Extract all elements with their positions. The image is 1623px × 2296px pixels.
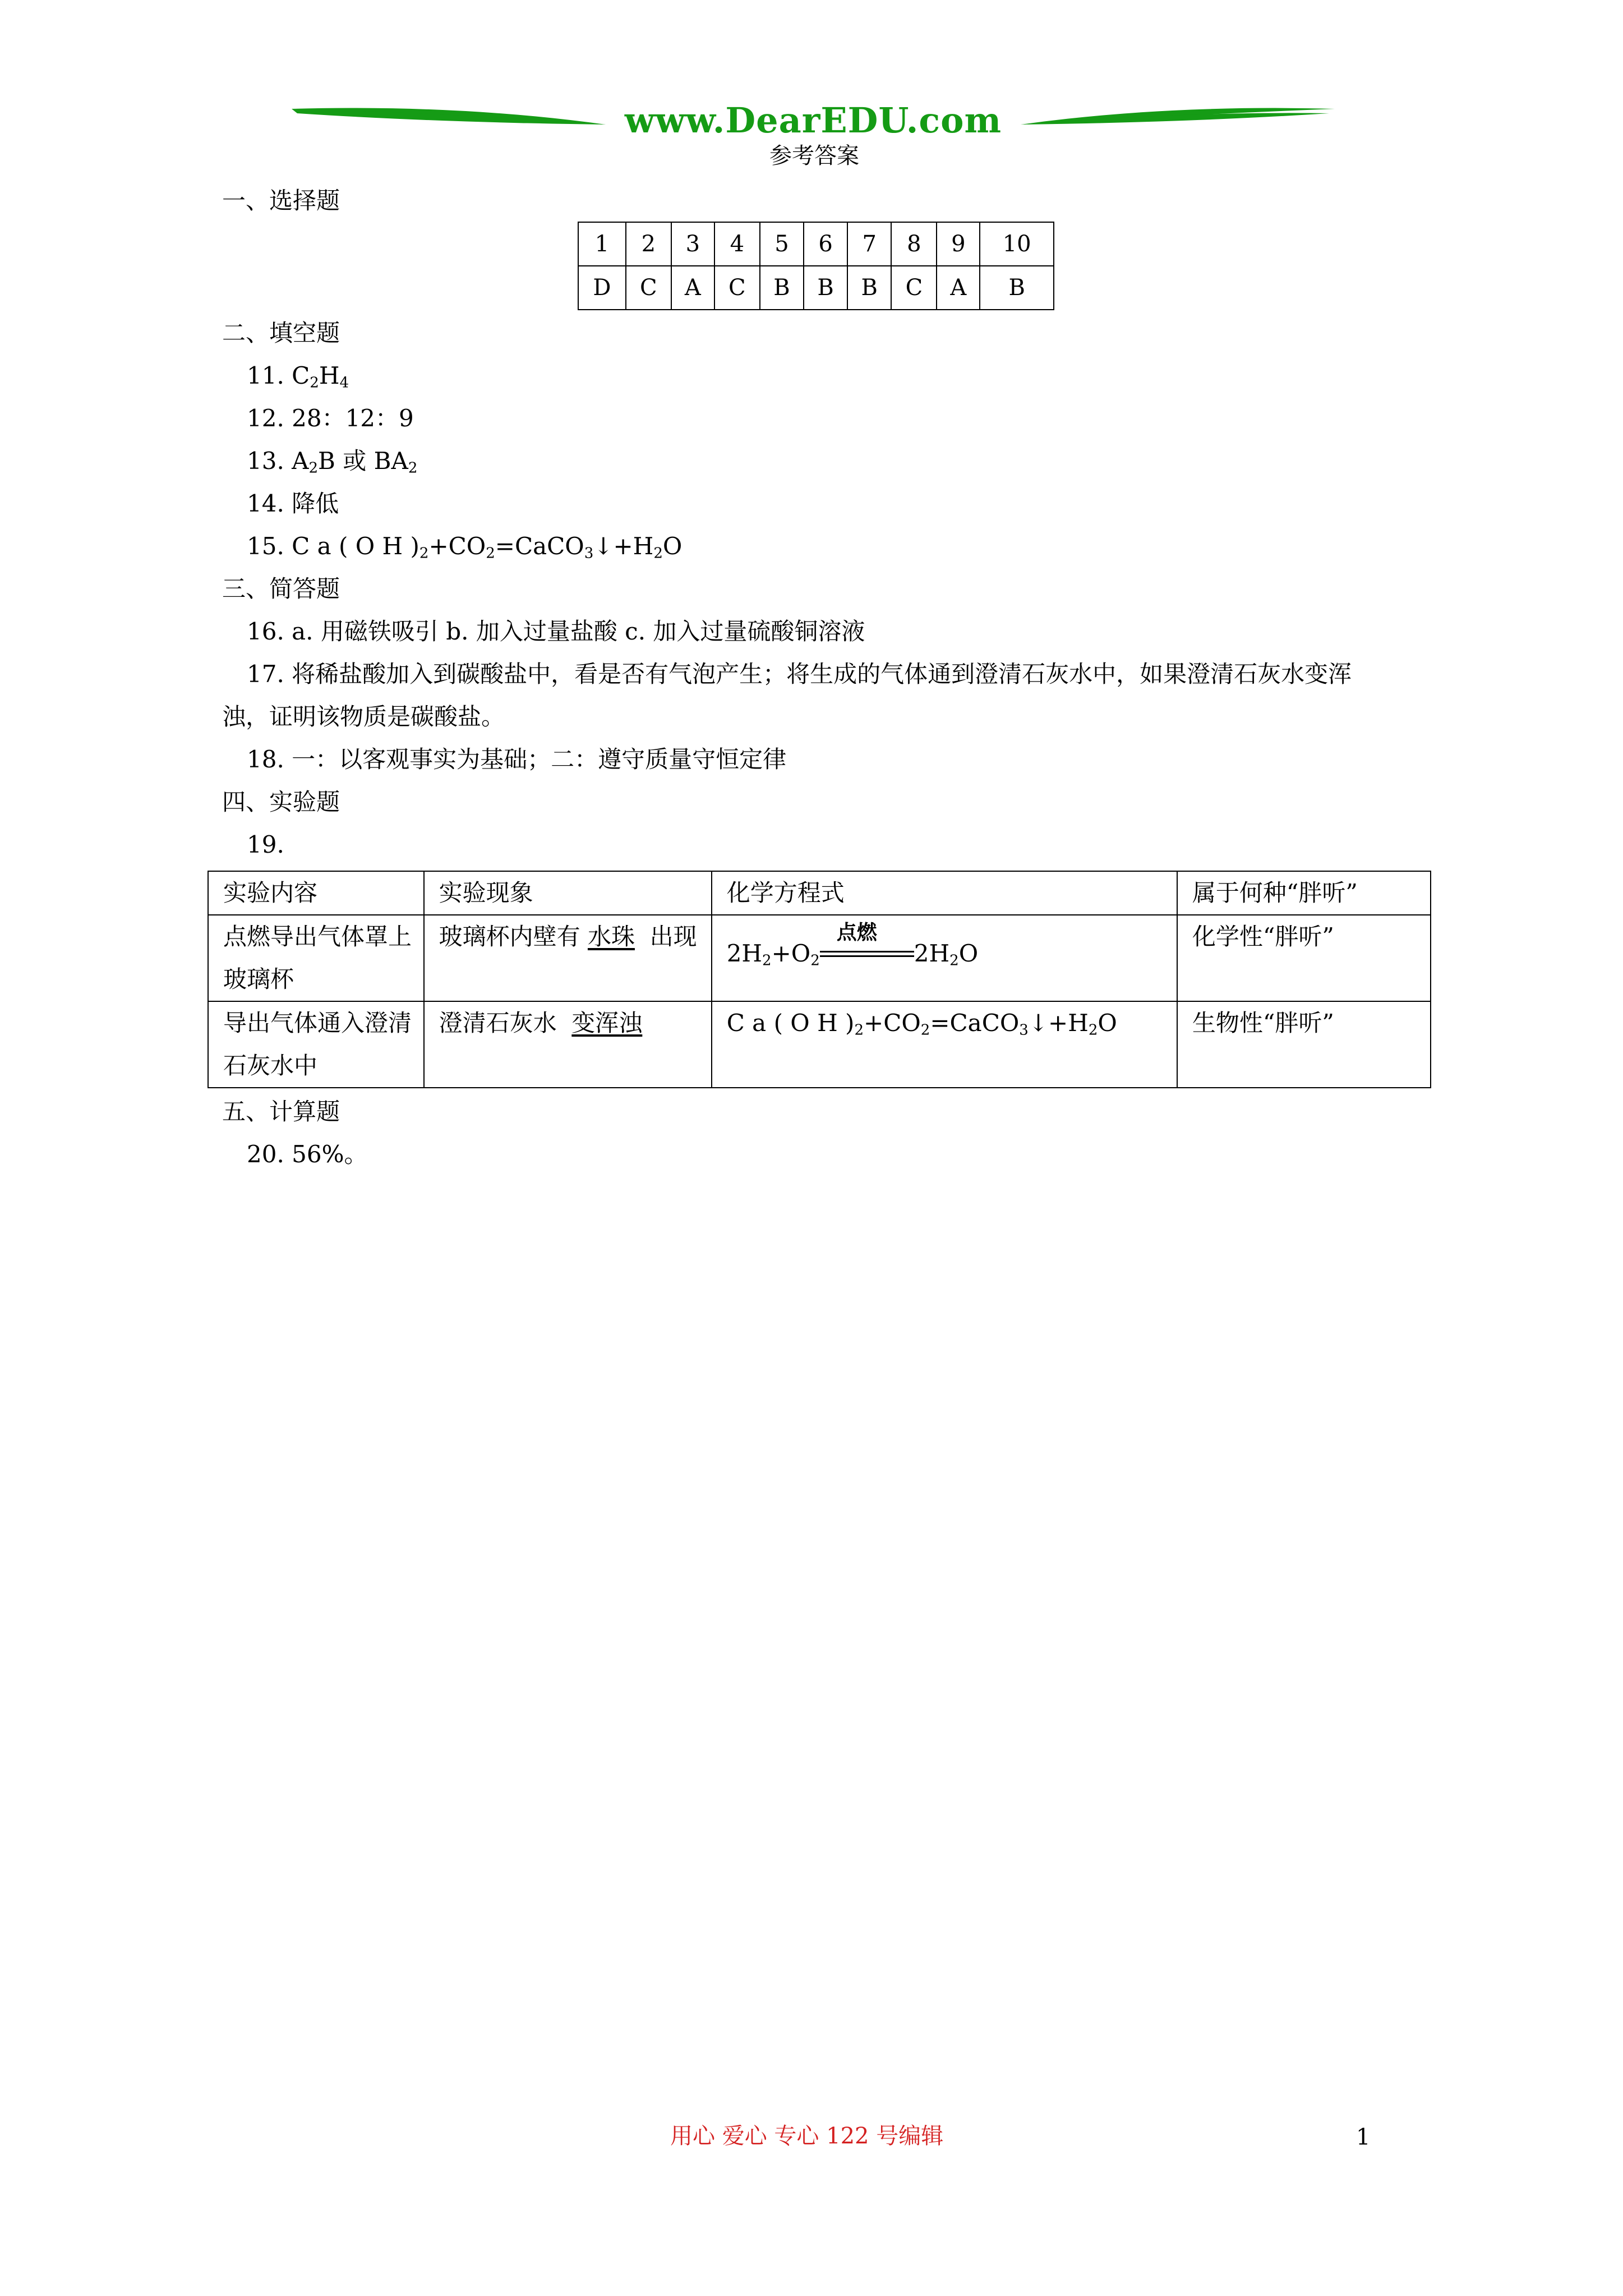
choice-answer-table — [578, 222, 1054, 310]
column-header: 实验内容 — [208, 871, 424, 915]
answer-cell: A — [937, 266, 980, 310]
experiment-table — [208, 871, 1431, 1088]
answer-20: 20. 56%。 — [247, 1140, 368, 1168]
answer-cell: D — [578, 266, 626, 310]
question-number: 6 — [804, 222, 847, 266]
answer-cell: B — [804, 266, 847, 310]
column-header: 实验现象 — [424, 871, 712, 915]
question-number: 1 — [578, 222, 626, 266]
section-heading-fill: 二、填空题 — [222, 319, 340, 347]
question-number: 4 — [714, 222, 760, 266]
table-row — [208, 915, 1431, 1001]
answer-17-line1: 17. 将稀盐酸加入到碳酸盐中，看是否有气泡产生；将生成的气体通到澄清石灰水中，如果澄清石灰水变浑 — [247, 660, 1352, 688]
reaction-condition: 点燃 — [820, 944, 914, 967]
experiment-content: 导出气体通入澄清石灰水中 — [208, 1001, 424, 1088]
answer-cell: B — [847, 266, 891, 310]
chemical-equation: $2H_2+O_2$ 点燃 $2H_2O$ — [712, 915, 1177, 1001]
answer-18: 18. 一：以客观事实为基础；二：遵守质量守恒定律 — [247, 746, 787, 773]
section-heading-calculation: 五、计算题 — [222, 1098, 340, 1125]
question-number: 8 — [891, 222, 937, 266]
document-title: 参考答案 — [769, 143, 859, 169]
question-number: 5 — [760, 222, 804, 266]
answer-cell: B — [980, 266, 1054, 310]
answer-17-line2: 浊，证明该物质是碳酸盐。 — [222, 703, 505, 730]
answer-16: 16. a. 用磁铁吸引 b. 加入过量盐酸 c. 加入过量硫酸铜溶液 — [247, 618, 865, 645]
site-logo-text: www.DearEDU.com — [624, 100, 1002, 141]
blank-answer: 变浑浊 — [571, 1009, 643, 1037]
column-header: 化学方程式 — [712, 871, 1177, 915]
question-number: 2 — [626, 222, 671, 266]
header-banner — [292, 100, 1335, 145]
table-row — [578, 222, 1054, 266]
question-number: 7 — [847, 222, 891, 266]
swelling-type: 生物性“胖听” — [1177, 1001, 1431, 1088]
footer-editor-note: 用心 爱心 专心 122 号编辑 — [670, 2123, 944, 2149]
experiment-phenomenon: 澄清石灰水 变浑浊 — [424, 1001, 712, 1088]
table-row — [208, 1001, 1431, 1088]
table-header-row — [208, 871, 1431, 915]
experiment-phenomenon: 玻璃杯内壁有 水珠 出现 — [424, 915, 712, 1001]
question-number: 3 — [671, 222, 714, 266]
answer-11: 11. $C_2H_4$ — [247, 362, 349, 392]
answer-13: 13. $A_2B$ 或 $BA_2$ — [247, 447, 418, 477]
table-row — [578, 266, 1054, 310]
answer-cell: A — [671, 266, 714, 310]
section-heading-experiment: 四、实验题 — [222, 788, 340, 816]
question-number: 9 — [937, 222, 980, 266]
answer-14: 14. 降低 — [247, 490, 339, 517]
answer-cell: C — [891, 266, 937, 310]
experiment-content: 点燃导出气体罩上玻璃杯 — [208, 915, 424, 1001]
question-number: 10 — [980, 222, 1054, 266]
chemical-equation: C a ( O H )$_2+CO_2=CaCO_3↓+H_2O$ — [712, 1001, 1177, 1088]
blank-answer: 水珠 — [587, 923, 635, 950]
section-heading-choice: 一、选择题 — [222, 187, 340, 214]
section-heading-short-answer: 三、简答题 — [222, 575, 340, 602]
answer-cell: B — [760, 266, 804, 310]
answer-15: 15. C a ( O H )$_2+CO_2=CaCO_3↓+H_2O$ — [247, 532, 683, 562]
answer-cell: C — [714, 266, 760, 310]
swelling-type: 化学性“胖听” — [1177, 915, 1431, 1001]
answer-cell: C — [626, 266, 671, 310]
answer-19-label: 19. — [247, 831, 284, 858]
page-number: 1 — [1356, 2124, 1371, 2150]
column-header: 属于何种“胖听” — [1177, 871, 1431, 915]
answer-12: 12. 28：12：9 — [247, 404, 414, 432]
